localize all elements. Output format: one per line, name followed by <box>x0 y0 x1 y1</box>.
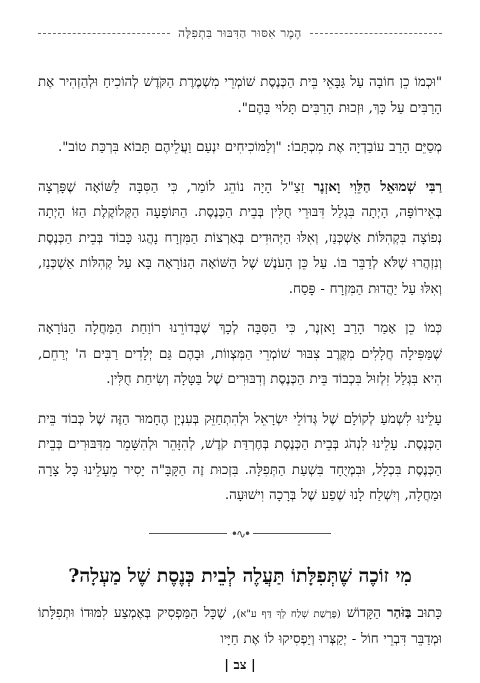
divider-line-right <box>253 533 331 534</box>
section-divider <box>38 523 442 545</box>
paragraph-1: "וּכְמוֹ כֵן חוֹבָה עַל גַּבָּאֵי בֵּית הַכְּנֶסֶת שׁוֹמְרֵי מִשְׁמֶרֶת הַקֹּדֶשׁ לְהוֹכִיחַ וּלְהַזְהִיר אֶת הָרַבִּים עַל כָּךְ, וּזְכוּת הָרַבִּים תָּלוּי בָּהֶם". <box>38 75 442 116</box>
section-title: מִי זוֹכֶה שֶׁתְּפִלָּתוֹ תַּעֲלֶה לְבֵית כְּנֶסֶת שֶׁל מַעְלָה? <box>68 564 412 587</box>
section-paragraph <box>38 601 442 653</box>
page-number: | צב | <box>224 658 256 673</box>
source-reference: (פָּרָשַׁת שְׁלַח לְךָ דַּף ע"א) <box>236 608 341 620</box>
zohar-term: בַּזֹּהַר <box>386 604 412 621</box>
section-paragraph-end: , שֶׁכָּל הַמַּפְסִיק בְּאֶמְצַע לִמּוּדוֹ וּתְפִלָּתוֹ וּמְדַבֵּר דִּבְרֵי חוֹל - יְקַצְּרוּ וְיַפְסִיקוּ לוֹ אֶת חַיָּיו <box>38 605 442 647</box>
header-rule-right <box>310 33 442 34</box>
divider-line-left <box>149 533 227 534</box>
paragraph-5: עָלֵינוּ לִשְׁמֹעַ לְקוֹלָם שֶׁל גְּדוֹלֵי יִשְׂרָאֵל וּלְהִתְחַזֵּק בְּעִנְיָן הֶחָמוּר הַזֶּה שֶׁל כְּבוֹד בֵּית הַכְּנֶסֶת. עָלֵינוּ לִנְהֹג בְּבֵית הַכְּנֶסֶת בְּחֶרְדַּת קֹדֶשׁ, לְהִזָּהֵר וּלְהִשָּׁמֵר מִדִּבּוּרִים בְּבֵית הַכְּנֶסֶת בִּכְלָל, וּבִמְיֻחָד בִּשְׁעַת הַתְּפִלָּה. בִּזְכוּת זֶה הַקָּבָּ"ה יָסִיר מֵעָלֵינוּ כָּל צָרָה וּמַחֲלָה, וְיִשְׁלַח לָנוּ שֶׁפַע שֶׁל בְּרָכָה וִישׁוּעָה. <box>38 411 442 503</box>
paragraph-3-lead: רַבִּי שְׁמוּאֵל הַלֵּוִי וָאזְנֶר <box>313 178 442 195</box>
paragraph-3-text: זַצַ"ל הָיָה נוֹהֵג לוֹמַר, כִּי הַסִּבָּה לַשּׁוֹאָה שֶׁפָּרְצָה בְּאֵירוֹפָּה, הָיְתָה בִּגְלַל דִּבּוּרֵי חֻלִּין בְּבֵית הַכְּנֶסֶת. הַתּוֹפָעָה הַקְּלוֹקֶלֶת הַזּוֹ הָיְתָה נְפוֹצָה בִּקְהִלּוֹת אַשְׁכְּנַז, וְאִלּוּ הַיְּהוּדִים בְּאַרְצוֹת הַמִּזְרָח נָהֲגוּ כָּבוֹד בְּבֵית הַכְּנֶסֶת וְנִזְהֲרוּ שֶׁלֹּא לְדַבֵּר בּוֹ. עַל כֵּן הָעֹנֶשׁ שֶׁל הַשּׁוֹאָה הַנּוֹרָאָה בָּא עַל קְהִלּוֹת אַשְׁכְּנַז, וְאִלּוּ עַל יַהֲדוּת הַמִּזְרָח - פָּסַח. <box>38 179 442 297</box>
paragraph-4: כְּמוֹ כֵן אָמַר הָרַב וָאזְנֶר, כִּי הַסִּבָּה לְכָךְ שֶׁבְּדוֹרֵנוּ רוֹוַחַת הַמַּחֲלָה הַנּוֹרָאָה שֶׁמַּפִּילָה חֲלָלִים מִקֶּרֶב צִבּוּר שׁוֹמְרֵי הַמִּצְווֹת, וּבָהֶם גַּם יְלָדִים רַבִּים ה' יְרַחֵם, הִיא בִּגְלַל זִלְזוּל בִּכְבוֹד בֵּית הַכְּנֶסֶת וְדִבּוּרִים שֶׁל בַּטָּלָה וְשִׂיחַת חֻלִּין. <box>38 321 442 387</box>
flourish-icon: •∿• <box>230 526 250 541</box>
section-paragraph-mid: הַקָּדוֹשׁ <box>340 605 387 621</box>
header-rule-left <box>38 33 170 34</box>
running-header <box>38 22 442 44</box>
header-title: הֶמֶר אִסּוּר הַדִּבּוּר בִּתְפִלָּה <box>178 25 302 40</box>
paragraph-3 <box>38 175 442 303</box>
section-paragraph-start: כָּתוּב <box>411 605 442 621</box>
paragraph-2: מְסַיֵּם הָרַב עוֹבַדְיָה אֶת מִכְתָּבוֹ: "וְלַמּוֹכִיחִים יִנְעַם וַעֲלֵיהֶם תָּבוֹא בִּרְכַּת טוֹב". <box>58 140 442 155</box>
